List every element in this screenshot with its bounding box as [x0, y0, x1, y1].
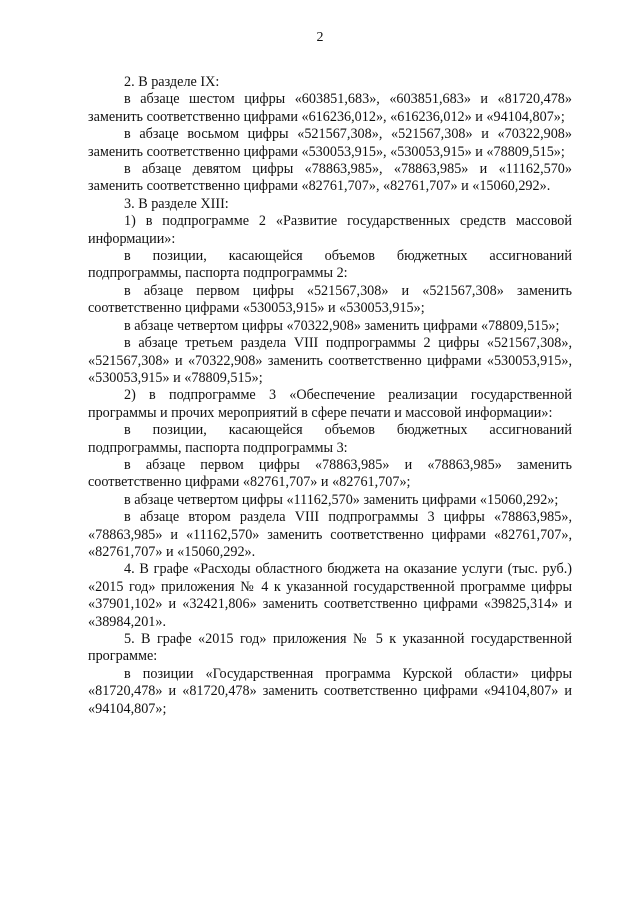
paragraph-appendix-4: 4. В графе «Расходы областного бюджета на оказание услуги (тыс. руб.) «2015 год» приложения № 4 к указанной государственной программе цифры «37901,102» и «32421,806» заменить соответственно цифрами «39825,314» и «38984,201».	[88, 561, 572, 630]
paragraph-sub2-passport-position: в позиции, касающейся объемов бюджетных ассигнований подпрограммы, паспорта подпрограммы 2:	[88, 248, 572, 282]
paragraph-sub3-passport-position: в позиции, касающейся объемов бюджетных ассигнований подпрограммы, паспорта подпрограммы 3:	[88, 422, 572, 456]
paragraph-section-ix-heading: 2. В разделе IX:	[124, 74, 220, 90]
paragraph-sub2-abzac-4: в абзаце четвертом цифры «70322,908» заменить цифрами «78809,515»;	[124, 317, 560, 334]
paragraph-ix-abzac-8: в абзаце восьмом цифры «521567,308», «521567,308» и «70322,908» заменить соответственно цифрами «530053,915», «530053,915» и «78809,515»;	[88, 126, 572, 160]
paragraph-sub3-section-viii: в абзаце втором раздела VIII подпрограммы 3 цифры «78863,985», «78863,985» и «11162,570» заменить соответственно цифрами «82761,707», «82761,707» и «15060,292».	[88, 509, 572, 560]
paragraph-sub3-abzac-4: в абзаце четвертом цифры «11162,570» заменить цифрами «15060,292»;	[124, 491, 559, 508]
paragraph-ix-abzac-6: в абзаце шестом цифры «603851,683», «603851,683» и «81720,478» заменить соответственно цифрами «616236,012», «616236,012» и «94104,807»;	[88, 91, 572, 125]
paragraph-ix-abzac-9: в абзаце девятом цифры «78863,985», «78863,985» и «11162,570» заменить соответственно цифрами «82761,707», «82761,707» и «15060,292».	[88, 161, 572, 195]
paragraph-subprogram-2: 1) в подпрограмме 2 «Развитие государственных средств массовой информации»:	[88, 213, 572, 247]
document-body	[88, 74, 572, 718]
paragraph-section-xiii-heading: 3. В разделе XIII:	[124, 195, 229, 212]
paragraph-sub2-section-viii: в абзаце третьем раздела VIII подпрограммы 2 цифры «521567,308», «521567,308» и «70322,908» заменить соответственно цифрами «530053,915», «530053,915» и «78809,515»;	[88, 335, 572, 386]
paragraph-appendix-5: 5. В графе «2015 год» приложения № 5 к указанной государственной программе:	[88, 631, 572, 665]
paragraph-sub2-abzac-1: в абзаце первом цифры «521567,308» и «521567,308» заменить соответственно цифрами «530053,915» и «530053,915»;	[88, 282, 572, 317]
paragraph-sub3-abzac-1: в абзаце первом цифры «78863,985» и «78863,985» заменить соответственно цифрами «82761,707» и «82761,707»;	[88, 456, 572, 491]
paragraph-subprogram-3: 2) в подпрограмме 3 «Обеспечение реализации государственной программы и прочих мероприятий в сфере печати и массовой информации»:	[88, 387, 572, 421]
paragraph-appendix-5-position: в позиции «Государственная программа Курской области» цифры «81720,478» и «81720,478» заменить соответственно цифрами «94104,807» и «94104,807»;	[88, 665, 572, 717]
page-number: 2	[316, 30, 324, 45]
